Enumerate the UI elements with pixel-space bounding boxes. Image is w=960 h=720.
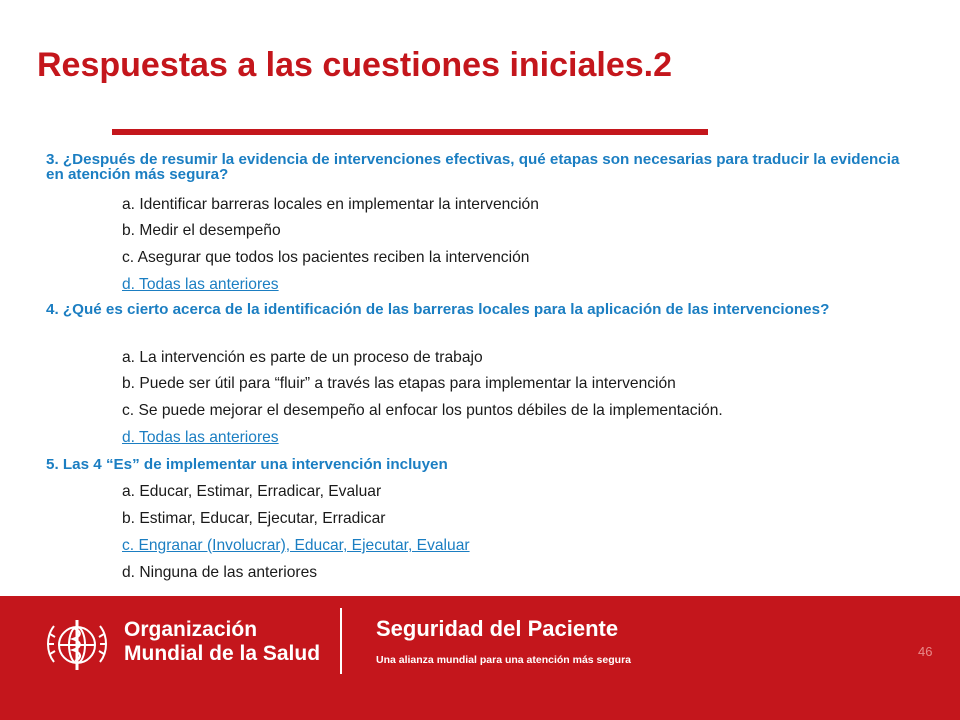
q4-option-b: b. Puede ser útil para “fluir” a través las etapas para implementar la intervención — [122, 375, 676, 392]
program-subtitle: Una alianza mundial para una atención más segura — [376, 654, 631, 666]
program-title: Seguridad del Paciente — [376, 616, 619, 641]
footer-banner — [0, 596, 960, 720]
org-name-line1: Organización — [124, 618, 258, 641]
q3-option-a: a. Identificar barreras locales en implementar la intervención — [122, 196, 539, 213]
org-name-line2: Mundial de la Salud — [124, 642, 321, 665]
question-3: 3. ¿Después de resumir la evidencia de intervenciones efectivas, qué etapas son necesarias para traducir la evidencia en atención más segura? — [46, 151, 900, 183]
who-emblem-icon — [40, 614, 114, 676]
organization-name — [124, 618, 320, 666]
q4-option-c: c. Se puede mejorar el desempeño al enfocar los puntos débiles de la implementación. — [122, 402, 723, 419]
q3-option-b: b. Medir el desempeño — [122, 222, 281, 239]
slide-title: Respuestas a las cuestiones iniciales.2 — [37, 46, 672, 84]
title-underline — [112, 129, 708, 135]
q3-option-d-link[interactable]: d. Todas las anteriores — [122, 276, 279, 293]
page-number: 46 — [918, 644, 933, 659]
q3-option-c: c. Asegurar que todos los pacientes reciben la intervención — [122, 249, 530, 266]
q4-option-d-link[interactable]: d. Todas las anteriores — [122, 429, 279, 446]
q5-option-c-link[interactable]: c. Engranar (Involucrar), Educar, Ejecutar, Evaluar — [122, 537, 470, 554]
question-5: 5. Las 4 “Es” de implementar una intervención incluyen — [46, 456, 448, 473]
footer-divider — [340, 608, 342, 674]
question-4: 4. ¿Qué es cierto acerca de la identificación de las barreras locales para la aplicación de las intervenciones? — [46, 301, 830, 318]
q5-option-a: a. Educar, Estimar, Erradicar, Evaluar — [122, 483, 382, 500]
q4-option-a: a. La intervención es parte de un proceso de trabajo — [122, 349, 483, 366]
q5-option-d: d. Ninguna de las anteriores — [122, 564, 318, 581]
q5-option-b: b. Estimar, Educar, Ejecutar, Erradicar — [122, 510, 386, 527]
